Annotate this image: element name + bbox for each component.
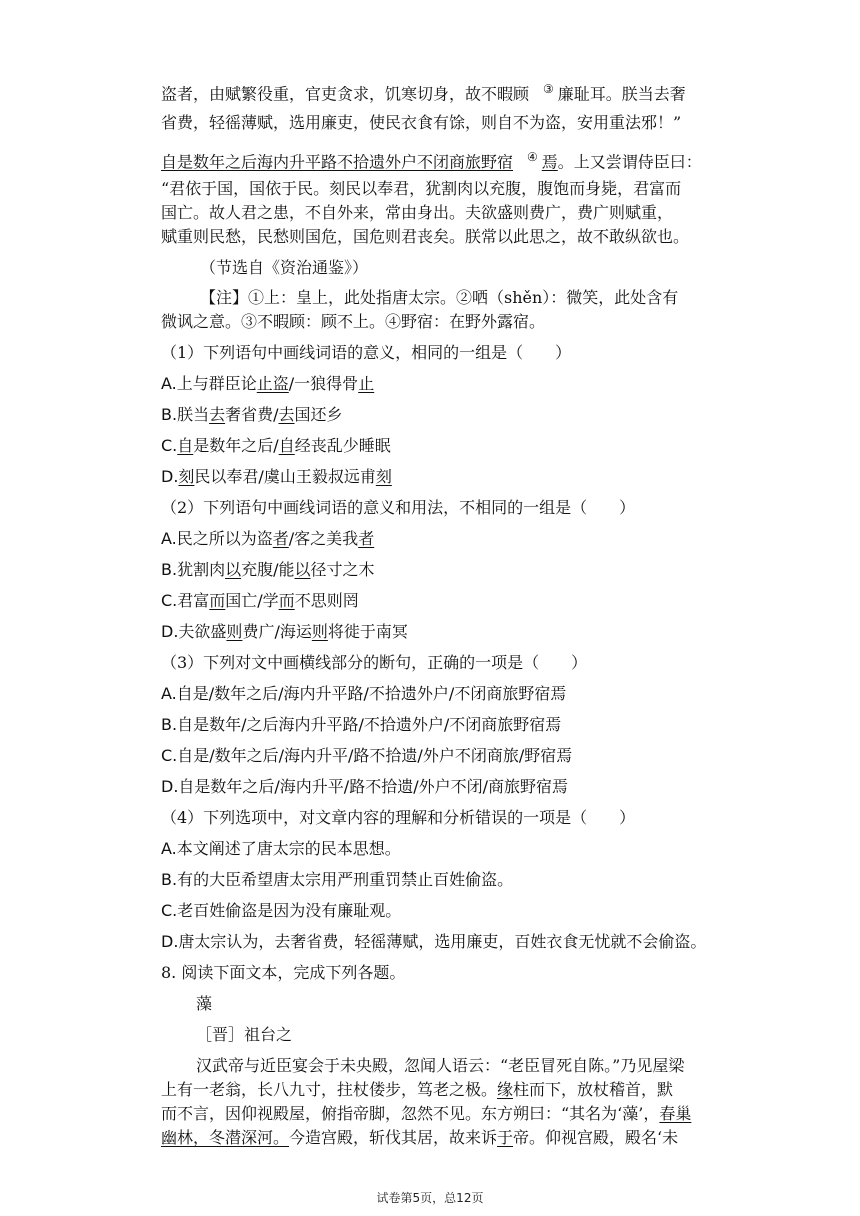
- q8-author: ［晋］祖台之: [196, 1025, 293, 1044]
- passage-text: 今造宫殿，斩伐其居，故来诉: [289, 1128, 498, 1147]
- q3-stem: （3）下列对文中画横线部分的断句，正确的一项是（ ）: [161, 653, 588, 672]
- underlined-word: 止盗: [256, 374, 289, 393]
- q8-passage-line-1: 汉武帝与近臣宴会于未央殿，忽闻人语云：“老臣冒死自陈。”乃见屋梁: [196, 1056, 685, 1075]
- passage-text: 国亡。故人君之患，不自外来，常由身出。夫欲盛则费广，费广则赋重，: [161, 203, 674, 222]
- option-text: 是数年之后/: [193, 436, 279, 455]
- q2-option-a[interactable]: [161, 529, 374, 549]
- option-text: D.: [161, 467, 179, 486]
- q3-option-c[interactable]: C.自是/数年之后/海内升平/路不拾遗/外户不闭商旅/野宿焉: [161, 746, 573, 765]
- underlined-word: 焉: [541, 152, 558, 172]
- underlined-word: 刻: [375, 467, 392, 486]
- passage-text: 省费，轻徭薄赋，选用廉吏，使民衣食有馀，则自不为盗，安用重法邪！”: [161, 113, 682, 132]
- q2-option-d[interactable]: [161, 622, 408, 642]
- option-text: A.民之所以为盗: [161, 529, 273, 548]
- q4-option-b[interactable]: B.有的大臣希望唐太宗用严刑重罚禁止百姓偷盗。: [161, 870, 514, 889]
- option-text: 充腹/能: [241, 560, 295, 579]
- passage-text: 柱而下，放杖稽首，默: [513, 1080, 674, 1099]
- underlined-word: 以: [294, 560, 311, 579]
- passage-text: 。上又尝谓侍臣曰：: [557, 152, 702, 172]
- underlined-word: 自: [177, 436, 194, 455]
- q4-stem: （4）下列选项中，对文章内容的理解和分析错误的一项是（ ）: [161, 808, 636, 827]
- option-text: /客之美我: [288, 529, 359, 548]
- note-marker: ③: [543, 82, 554, 96]
- option-text: 费广/海运: [242, 622, 312, 641]
- underlined-word: 而: [278, 591, 295, 610]
- q8-passage-line-3: [161, 1104, 691, 1124]
- underlined-word: 止: [358, 374, 375, 393]
- option-text: 奢省费/: [225, 405, 279, 424]
- option-text: 民以奉君/虞山王毅叔远甫: [194, 467, 376, 486]
- q2-option-b[interactable]: [161, 560, 375, 580]
- underlined-word: 去: [209, 405, 226, 424]
- option-text: C.: [161, 436, 178, 455]
- underlined-word: 以: [225, 560, 242, 579]
- underlined-phrase: 春巢: [659, 1104, 692, 1123]
- q1-stem: （1）下列语句中画线词语的意义，相同的一组是（ ）: [161, 343, 572, 362]
- option-text: 不思则罔: [294, 591, 359, 610]
- option-text: 国亡/学: [225, 591, 279, 610]
- q8-intro: 8. 阅读下面文本，完成下列各题。: [161, 963, 406, 982]
- q3-option-d[interactable]: D.自是数年之后/海内升平/路不拾遗/外户不闭/商旅野宿焉: [161, 777, 568, 796]
- option-text: 国还乡: [294, 405, 343, 424]
- q4-option-c[interactable]: C.老百姓偷盗是因为没有廉耻观。: [161, 901, 402, 920]
- passage-text: 帝。仰视宫殿，殿名‘未: [513, 1128, 679, 1147]
- option-text: D.夫欲盛: [161, 622, 227, 641]
- underlined-word: 则: [226, 622, 243, 641]
- passage-line-6: [161, 227, 689, 247]
- passage-line-4: [161, 179, 681, 199]
- underlined-word: 而: [209, 591, 226, 610]
- q1-option-b[interactable]: [161, 405, 343, 425]
- underlined-word: 刻: [178, 467, 195, 486]
- passage-text: 上有一老翁，长八九寸，拄杖偻步，笃老之极。: [161, 1080, 498, 1099]
- option-text: A.上与群臣论: [161, 374, 257, 393]
- option-text: 经丧乱少睡眠: [294, 436, 391, 455]
- q8-passage-line-2: [161, 1080, 673, 1100]
- annotation-line-1: 【注】①上：皇上，此处指唐太宗。②哂（shěn）：微笑，此处含有: [200, 288, 679, 307]
- passage-line-5: [161, 203, 673, 223]
- q2-stem: （2）下列语句中画线词语的意义和用法，不相同的一组是（ ）: [161, 498, 636, 517]
- q3-option-b[interactable]: B.自是数年/之后海内升平路/不拾遗外户/不闭商旅野宿焉: [161, 715, 562, 734]
- q3-option-a[interactable]: A.自是/数年之后/海内升平路/不拾遗外户/不闭商旅野宿焉: [161, 684, 567, 703]
- page-footer: 试卷第5页，总12页: [376, 1191, 484, 1205]
- option-text: 将徙于南冥: [327, 622, 408, 641]
- passage-line-2: [161, 113, 681, 133]
- passage-text: 而不言，因仰视殿屋，俯指帝脚，忽然不见。东方朔曰：“其名为‘藻’，: [161, 1104, 660, 1123]
- option-text: B.朕当: [161, 405, 210, 424]
- note-marker: ④: [527, 150, 538, 164]
- q8-passage-line-4: [161, 1128, 678, 1148]
- q4-option-a[interactable]: A.本文阐述了唐太宗的民本思想。: [161, 839, 401, 858]
- option-text: /一狼得骨: [288, 374, 359, 393]
- option-text: 径寸之木: [310, 560, 375, 579]
- underlined-phrase: 幽林，冬潜深河。: [161, 1128, 290, 1147]
- passage-line-1: [161, 79, 686, 104]
- underlined-word: 则: [311, 622, 328, 641]
- q4-option-d[interactable]: D.唐太宗认为，去奢省费，轻徭薄赋，选用廉吏，百姓衣食无忧就不会偷盗。: [161, 932, 707, 951]
- underlined-word: 者: [358, 529, 375, 548]
- passage-text: “君依于国，国依于民。刻民以奉君，犹割肉以充腹，腹饱而身毙，君富而: [161, 179, 682, 198]
- underlined-word: 自: [278, 436, 295, 455]
- option-text: C.君富: [161, 591, 210, 610]
- annotation-line-2: 微讽之意。③不暇顾：顾不上。④野宿：在野外露宿。: [161, 312, 546, 331]
- underlined-sentence: 自是数年之后海内升平路不拾遗外户不闭商旅野宿: [161, 152, 514, 172]
- underlined-word: 于: [497, 1128, 514, 1147]
- passage-text: 廉耻耳。朕当去奢: [557, 84, 686, 104]
- q8-passage-title: 藻: [196, 994, 213, 1013]
- option-text: B.犹割肉: [161, 560, 226, 579]
- underlined-word: 缘: [497, 1080, 514, 1099]
- source-citation: （节选自《资治通鉴》）: [200, 258, 369, 277]
- passage-text: 盗者，由赋繁役重，官吏贪求，饥寒切身，故不暇顾: [161, 84, 530, 104]
- underlined-word: 者: [272, 529, 289, 548]
- q2-option-c[interactable]: [161, 591, 359, 611]
- q1-option-c[interactable]: [161, 436, 391, 456]
- q1-option-a[interactable]: [161, 374, 374, 394]
- underlined-word: 去: [278, 405, 295, 424]
- passage-line-3: [161, 147, 702, 172]
- passage-text: 赋重则民愁，民愁则国危，国危则君丧矣。朕常以此思之，故不敢纵欲也。: [161, 227, 690, 246]
- q1-option-d[interactable]: [161, 467, 392, 487]
